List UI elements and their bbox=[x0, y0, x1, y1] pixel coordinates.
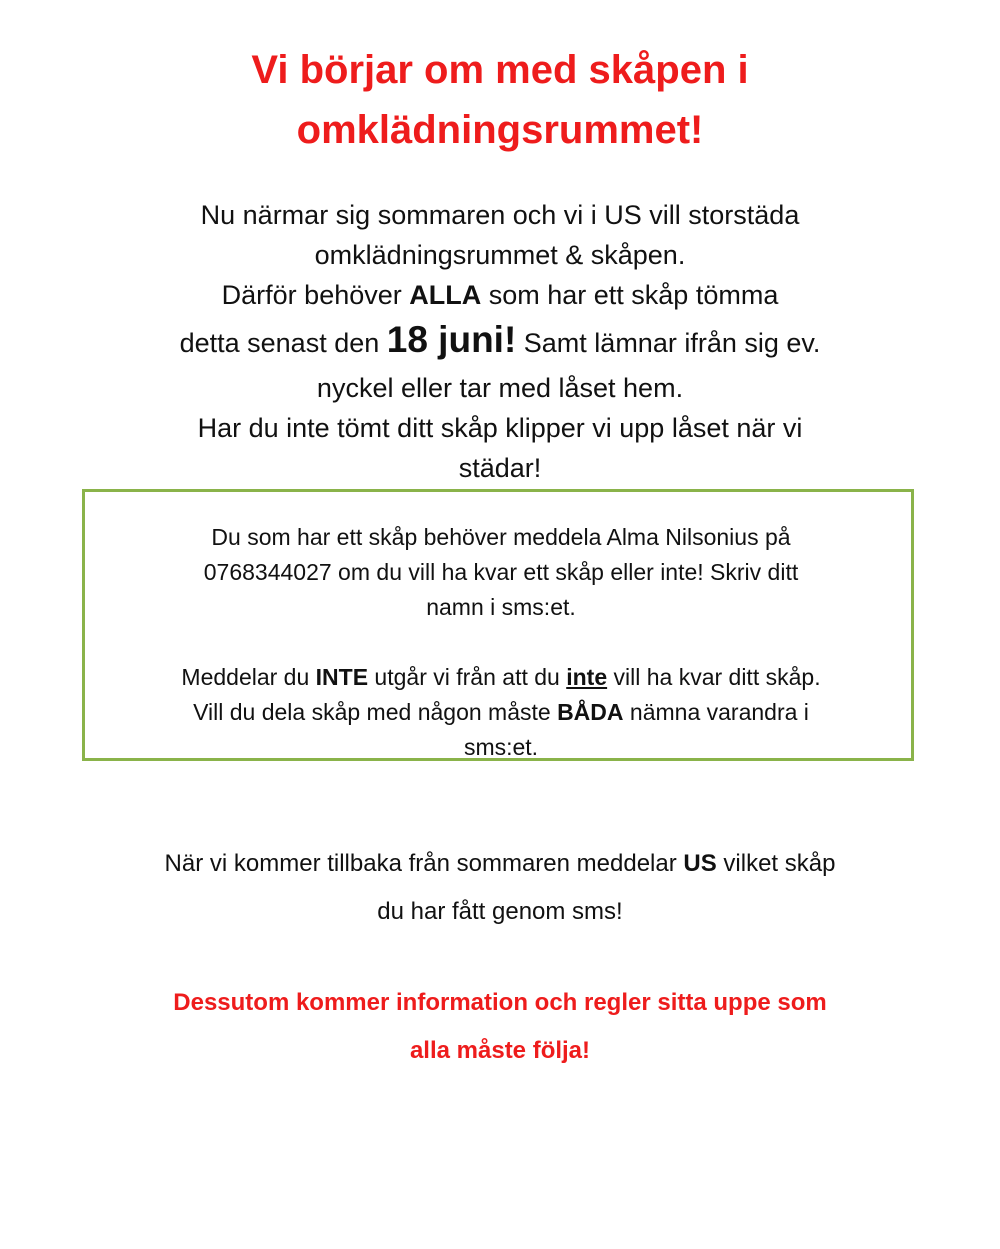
notice-box bbox=[82, 489, 914, 761]
outro-line-1-pre: När vi kommer tillbaka från sommaren meddelar bbox=[164, 850, 684, 877]
notice-line-4-post: vill ha kvar ditt skåp. bbox=[607, 664, 821, 690]
notice-line-5-post: nämna varandra i bbox=[623, 699, 809, 725]
footer-line-2: alla måste följa! bbox=[409, 1037, 591, 1064]
intro-line-7: städar! bbox=[458, 453, 542, 483]
intro-line-1: Nu närmar sig sommaren och vi i US vill storstäda bbox=[200, 200, 800, 230]
intro-line-4-post: Samt lämnar ifrån sig ev. bbox=[516, 328, 821, 358]
page-title bbox=[0, 40, 1000, 160]
intro-paragraph bbox=[0, 195, 1000, 488]
outro-paragraph bbox=[0, 840, 1000, 936]
notice-line-2: 0768344027 om du vill ha kvar ett skåp eller inte! Skriv ditt bbox=[203, 559, 799, 585]
intro-line-5: nyckel eller tar med låset hem. bbox=[316, 373, 684, 403]
notice-line-1: Du som har ett skåp behöver meddela Alma Nilsonius på bbox=[211, 524, 791, 550]
outro-line-1-post: vilket skåp bbox=[716, 850, 836, 877]
intro-line-4 bbox=[0, 315, 1000, 368]
notice-line-4-emphasis: INTE bbox=[315, 664, 369, 690]
notice-line-5-pre: Vill du dela skåp med någon måste bbox=[193, 699, 558, 725]
intro-line-3-post: som har ett skåp tömma bbox=[481, 280, 779, 310]
deadline-date: 18 juni! bbox=[386, 319, 517, 360]
footer-line-1: Dessutom kommer information och regler sitta uppe som bbox=[173, 989, 827, 1016]
notice-line-4-underlined: inte bbox=[566, 664, 608, 690]
title-line-1: Vi börjar om med skåpen i bbox=[251, 48, 749, 92]
outro-line-1-emphasis: US bbox=[683, 850, 717, 877]
notice-line-5 bbox=[85, 695, 917, 730]
intro-line-4-pre: detta senast den bbox=[179, 328, 387, 358]
intro-line-3-emphasis: ALLA bbox=[409, 280, 482, 310]
notice-line-4-pre: Meddelar du bbox=[181, 664, 316, 690]
intro-line-3-pre: Därför behöver bbox=[221, 280, 410, 310]
notice-spacer bbox=[85, 625, 917, 660]
outro-line-2: du har fått genom sms! bbox=[377, 898, 623, 925]
notice-line-3: namn i sms:et. bbox=[426, 594, 576, 620]
notice-text bbox=[85, 520, 917, 765]
intro-line-6: Har du inte tömt ditt skåp klipper vi upp låset när vi bbox=[197, 413, 803, 443]
notice-line-4 bbox=[85, 660, 917, 695]
notice-line-4-mid: utgår vi från att du bbox=[368, 664, 567, 690]
footer-warning bbox=[0, 979, 1000, 1075]
notice-line-6: sms:et. bbox=[463, 734, 539, 760]
notice-line-5-emphasis: BÅDA bbox=[557, 699, 624, 725]
outro-line-1 bbox=[0, 840, 1000, 888]
title-line-2: omklädningsrummet! bbox=[296, 108, 704, 152]
intro-line-3 bbox=[0, 275, 1000, 315]
intro-line-2: omklädningsrummet & skåpen. bbox=[314, 240, 686, 270]
